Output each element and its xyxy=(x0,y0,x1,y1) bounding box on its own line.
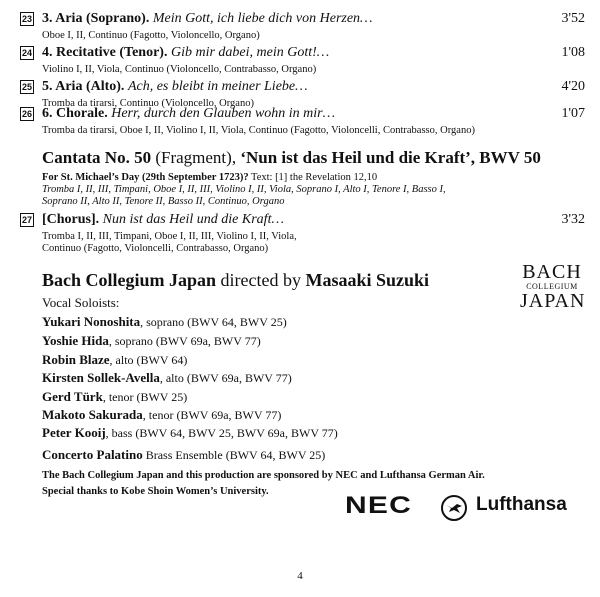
track-instrumentation: Tromba da tirarsi, Oboe I, II, Violino I, II, Viola, Continuo (Fagotto, Violoncelli, Contrabasso, Organo) xyxy=(42,125,475,136)
track-duration: 1'08 xyxy=(561,45,585,60)
track-number-badge: 25 xyxy=(21,82,32,92)
soloist-detail: , alto (BWV 69a, BWV 77) xyxy=(159,371,292,385)
sponsor-line-1: The Bach Collegium Japan and this production are sponsored by NEC and Lufthansa German Air. xyxy=(42,470,485,481)
track-number-badge: 23 xyxy=(21,14,32,24)
brass-detail: Brass Ensemble (BWV 64, BWV 25) xyxy=(142,448,326,462)
track-number-badge: 26 xyxy=(21,109,32,119)
soloist-name: Peter Kooij xyxy=(42,425,106,440)
track-duration: 3'52 xyxy=(561,11,585,26)
cantata-title: ‘Nun ist das Heil und die Kraft’, BWV 50 xyxy=(240,148,541,167)
soloist xyxy=(42,370,292,386)
soloist-detail: , soprano (BWV 64, BWV 25) xyxy=(140,315,287,329)
soloist xyxy=(42,389,187,405)
track-instrumentation-2: Continuo (Fagotto, Violoncelli, Contrabasso, Organo) xyxy=(42,243,269,254)
logo-line-2: COLLEGIUM xyxy=(526,282,578,291)
track-title xyxy=(42,11,373,27)
track-number-badge: 24 xyxy=(21,48,32,58)
bach-collegium-japan-logo xyxy=(520,262,584,311)
conductor-name: Masaaki Suzuki xyxy=(305,270,430,290)
logo-line-3: JAPAN xyxy=(520,290,586,312)
soloist-detail: , alto (BWV 64) xyxy=(109,353,188,367)
soloist-name: Yukari Nonoshita xyxy=(42,314,141,329)
soloist-detail: , tenor (BWV 69a, BWV 77) xyxy=(142,408,282,422)
lufthansa-crane-icon xyxy=(440,494,468,522)
directed-by: directed by xyxy=(216,270,306,290)
track-title xyxy=(42,45,329,61)
track-title-bold: 4. Recitative (Tenor). xyxy=(42,45,168,60)
track-title-italic: Ach, es bleibt in meiner Liebe… xyxy=(127,79,308,94)
cantata-occasion xyxy=(42,172,377,183)
track-duration: 1'07 xyxy=(561,106,585,121)
cantata-scoring-1: Tromba I, II, III, Timpani, Oboe I, II, III, Violino I, II, Viola, Soprano I, Alto I, Tenore I, Basso I, xyxy=(42,184,446,195)
track-number-badge: 27 xyxy=(21,215,32,225)
track-title xyxy=(42,212,284,228)
lufthansa-logo: Lufthansa xyxy=(476,494,567,515)
track-title-bold: 5. Aria (Alto). xyxy=(42,79,125,94)
cantata-scoring-2: Soprano II, Alto II, Tenore II, Basso II, Continuo, Organo xyxy=(42,196,285,207)
track-title-italic: Mein Gott, ich liebe dich von Herzen… xyxy=(152,11,373,26)
occasion-bold: For St. Michael’s Day (29th September 1723)? xyxy=(42,172,249,183)
soloist xyxy=(42,333,261,349)
brass-ensemble xyxy=(42,447,325,463)
soloist-name: Kirsten Sollek-Avella xyxy=(42,370,160,385)
soloist xyxy=(42,352,187,368)
occasion-text: Text: [1] the Revelation 12,10 xyxy=(248,172,378,183)
track-title xyxy=(42,79,308,95)
cantata-heading xyxy=(42,148,541,168)
track-title-italic: Gib mir dabei, mein Gott!… xyxy=(170,45,330,60)
logo-line-1: BACH xyxy=(522,261,582,283)
track-instrumentation: Tromba da tirarsi, Continuo (Violoncello, Organo) xyxy=(42,98,254,109)
track-title-italic: Nun ist das Heil und die Kraft… xyxy=(102,212,284,227)
sponsor-line-2: Special thanks to Kobe Shoin Women’s University. xyxy=(42,486,269,497)
nec-logo: NEC xyxy=(345,492,413,519)
ensemble-name: Bach Collegium Japan xyxy=(42,270,217,290)
track-instrumentation: Oboe I, II, Continuo (Fagotto, Violoncello, Organo) xyxy=(42,30,260,41)
soloist-name: Yoshie Hida xyxy=(42,333,109,348)
track-title-bold: 3. Aria (Soprano). xyxy=(42,11,150,26)
track-instrumentation: Tromba I, II, III, Timpani, Oboe I, II, III, Violino I, II, Viola, xyxy=(42,231,297,242)
soloist-detail: , soprano (BWV 69a, BWV 77) xyxy=(108,334,261,348)
track-duration: 4'20 xyxy=(561,79,585,94)
soloist-detail: , tenor (BWV 25) xyxy=(102,390,188,404)
track-title-italic: Herr, durch den Glauben wohn in mir… xyxy=(111,106,336,121)
soloist xyxy=(42,314,287,330)
brass-name: Concerto Palatino xyxy=(42,447,143,462)
ensemble-heading xyxy=(42,270,429,291)
track-title xyxy=(42,106,335,122)
track-duration: 3'32 xyxy=(561,212,585,227)
soloist xyxy=(42,407,281,423)
track-title-bold: [Chorus]. xyxy=(42,212,100,227)
cantata-fragment: (Fragment), xyxy=(151,148,241,167)
soloist-name: Gerd Türk xyxy=(42,389,103,404)
track-title-bold: 6. Chorale. xyxy=(42,106,108,121)
cantata-number: Cantata No. 50 xyxy=(42,148,152,167)
soloist xyxy=(42,425,338,441)
vocal-soloists-label: Vocal Soloists: xyxy=(42,295,120,310)
soloist-name: Makoto Sakurada xyxy=(42,407,143,422)
soloist-name: Robin Blaze xyxy=(42,352,110,367)
track-instrumentation: Violino I, II, Viola, Continuo (Violoncello, Contrabasso, Organo) xyxy=(42,64,317,75)
page-number: 4 xyxy=(297,570,303,582)
soloist-detail: , bass (BWV 64, BWV 25, BWV 69a, BWV 77) xyxy=(105,426,338,440)
